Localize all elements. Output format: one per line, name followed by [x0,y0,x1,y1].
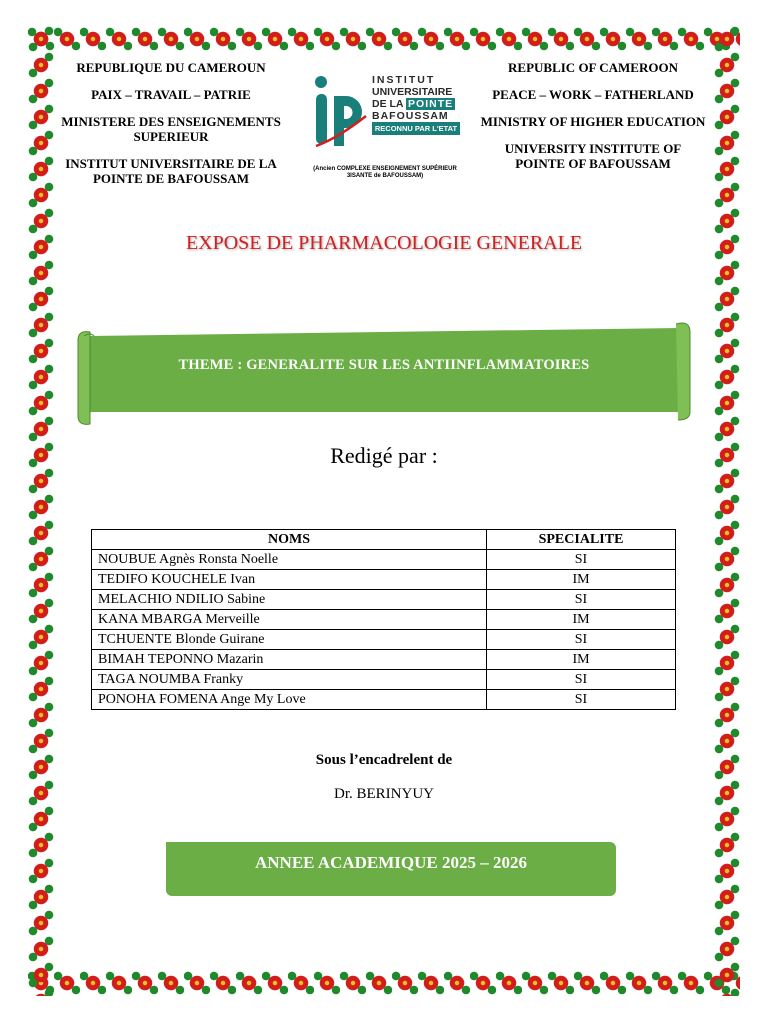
header-left-line: INSTITUT UNIVERSITAIRE DE LA POINTE DE BAFOUSSAM [65,156,277,186]
logo-subtitle: (Ancien COMPLEXE ENSEIGNEMENT SUPÉRIEUR 3ISANTE de BAFOUSSAM) [313,166,457,179]
column-header-specialty: SPECIALITE [487,530,676,550]
member-specialty: IM [487,570,676,590]
floral-border-bottom [28,970,740,996]
logo-line-part: DE LA [372,98,404,110]
header-right-line: MINISTRY OF HIGHER EDUCATION [480,114,706,129]
floral-border-right [714,26,740,996]
table-row [92,630,676,650]
academic-year-text: ANNEE ACADEMIQUE 2025 – 2026 [254,853,528,872]
institute-logo [308,70,462,188]
logo-line: BAFOUSSAM [372,110,449,122]
iup-logo-icon [312,74,370,152]
logo-line [372,98,464,110]
logo-badge: RECONNU PAR L'ETAT [372,122,460,135]
logo-line: INSTITUT [372,74,436,86]
header-right-line: UNIVERSITY INSTITUTE OF POINTE OF BAFOUSSAM [504,141,682,171]
column-header-names: NOMS [92,530,487,550]
table-row [92,570,676,590]
member-specialty: SI [487,550,676,570]
supervision-label: Sous l’encadrelent de [315,752,453,768]
header-left-line: REPUBLIQUE DU CAMEROUN [76,60,266,75]
table-row [92,650,676,670]
members-table [91,529,676,710]
theme-title: THEME : GENERALITE SUR LES ANTIINFLAMMATOIRES [178,357,590,373]
header-left-line: MINISTERE DES ENSEIGNEMENTS SUPERIEUR [61,114,281,144]
header-left-french [58,60,284,198]
member-name: TCHUENTE Blonde Guirane [92,630,487,650]
member-name: BIMAH TEPONNO Mazarin [92,650,487,670]
expose-title: EXPOSE DE PHARMACOLOGIE GENERALE [185,232,583,254]
member-name: TAGA NOUMBA Franky [92,670,487,690]
table-header-row [92,530,676,550]
member-specialty: SI [487,670,676,690]
supervisor-name: Dr. BERINYUY [334,786,434,802]
header-right-english [480,60,706,183]
member-name: PONOHA FOMENA Ange My Love [92,690,487,710]
member-specialty: IM [487,610,676,630]
logo-line: UNIVERSITAIRE [372,86,453,98]
member-name: TEDIFO KOUCHELE Ivan [92,570,487,590]
floral-border-top [28,26,740,52]
table-row [92,550,676,570]
member-name: KANA MBARGA Merveille [92,610,487,630]
header-right-line: PEACE – WORK – FATHERLAND [492,87,694,102]
member-name: MELACHIO NDILIO Sabine [92,590,487,610]
written-by-label: Redigé par : [330,443,438,468]
logo-line-highlight: POINTE [408,98,454,110]
logo-text [372,74,464,122]
member-specialty: SI [487,690,676,710]
header-left-line: PAIX – TRAVAIL – PATRIE [91,87,251,102]
floral-border-left [28,26,54,996]
table-row [92,590,676,610]
member-specialty: SI [487,590,676,610]
member-specialty: IM [487,650,676,670]
table-row [92,690,676,710]
header-right-line: REPUBLIC OF CAMEROON [508,60,678,75]
member-specialty: SI [487,630,676,650]
table-row [92,670,676,690]
table-row [92,610,676,630]
member-name: NOUBUE Agnès Ronsta Noelle [92,550,487,570]
